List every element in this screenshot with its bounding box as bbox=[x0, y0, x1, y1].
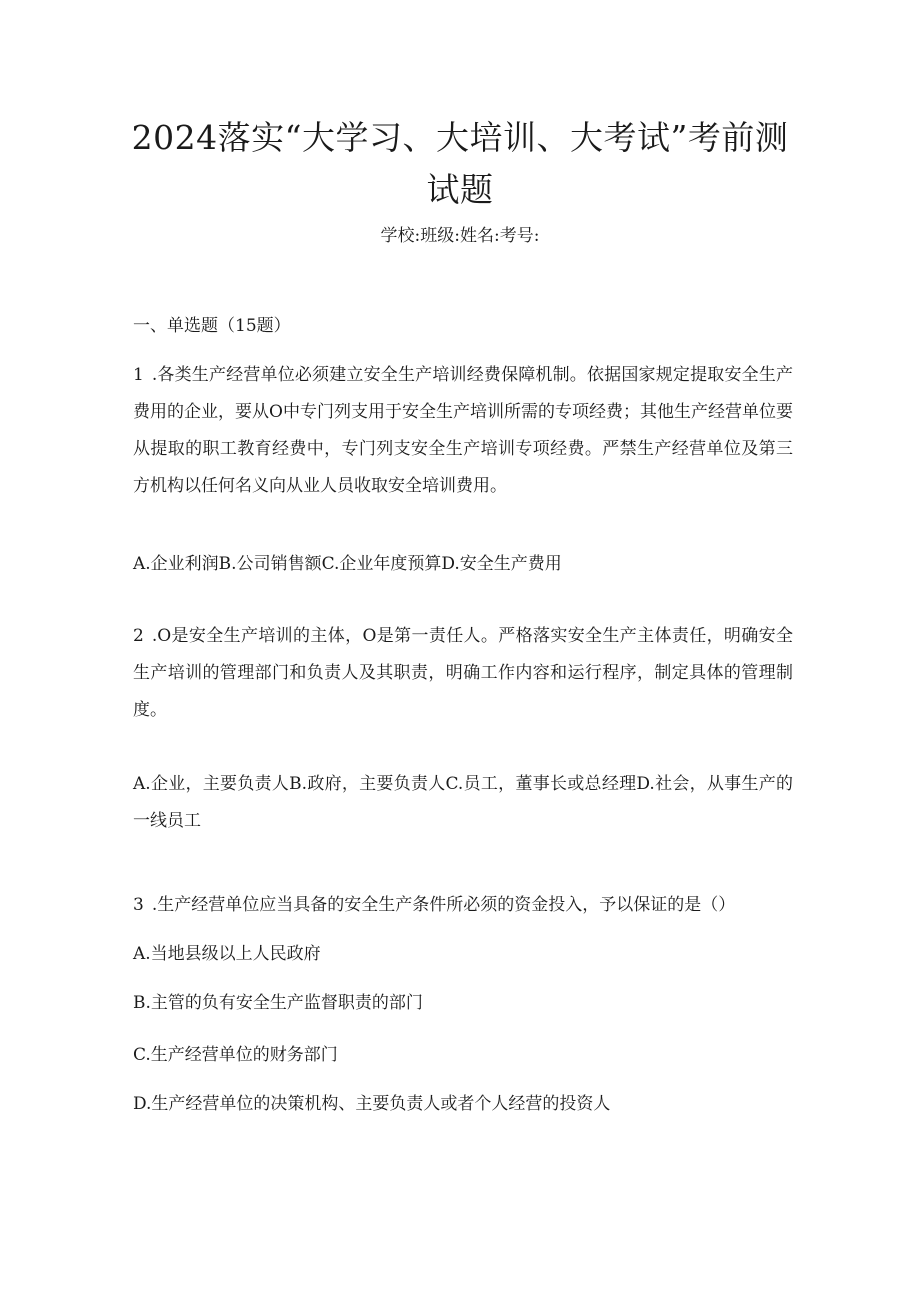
section-heading: 一、单选题（15题） bbox=[133, 316, 291, 336]
question-1-options: A.企业利润B.公司销售额C.企业年度预算D.安全生产费用 bbox=[133, 554, 562, 574]
question-3-text: .生产经营单位应当具备的安全生产条件所必须的资金投入，予以保证的是（） bbox=[151, 895, 736, 915]
document-title: 2024落实“大学习、大培训、大考试”考前测试题 bbox=[131, 118, 789, 209]
question-3-option-d: D.生产经营单位的决策机构、主要负责人或者个人经营的投资人 bbox=[133, 1094, 611, 1114]
question-2 bbox=[133, 618, 793, 729]
question-2-text: .O是安全生产培训的主体，O是第一责任人。严格落实安全生产主体责任，明确安全生产培训的管理部门和负责人及其职责，明确工作内容和运行程序，制定具体的管理制度。 bbox=[133, 626, 793, 720]
question-2-options: A.企业，主要负责人B.政府，主要负责人C.员工，董事长或总经理D.社会，从事生产的一线员工 bbox=[133, 774, 793, 831]
student-info-line: 学校:班级:姓名:考号: bbox=[380, 226, 540, 246]
question-3-number: 3 bbox=[133, 895, 144, 915]
question-2-number: 2 bbox=[133, 626, 144, 646]
question-1-number: 1 bbox=[133, 365, 144, 385]
question-3 bbox=[133, 893, 793, 917]
question-3-option-a: A.当地县级以上人民政府 bbox=[133, 944, 321, 964]
question-1-text: .各类生产经营单位必须建立安全生产培训经费保障机制。依据国家规定提取安全生产费用的企业，要从O中专门列支用于安全生产培训所需的专项经费；其他生产经营单位要从提取的职工教育经费中，专门列支安全生产培训专项经费。严禁生产经营单位及第三方机构以任何名义向从业人员收取安全培训费用。 bbox=[133, 365, 793, 496]
question-3-option-c: C.生产经营单位的财务部门 bbox=[133, 1045, 338, 1065]
question-1 bbox=[133, 357, 793, 505]
question-3-option-b: B.主管的负有安全生产监督职责的部门 bbox=[133, 993, 423, 1013]
